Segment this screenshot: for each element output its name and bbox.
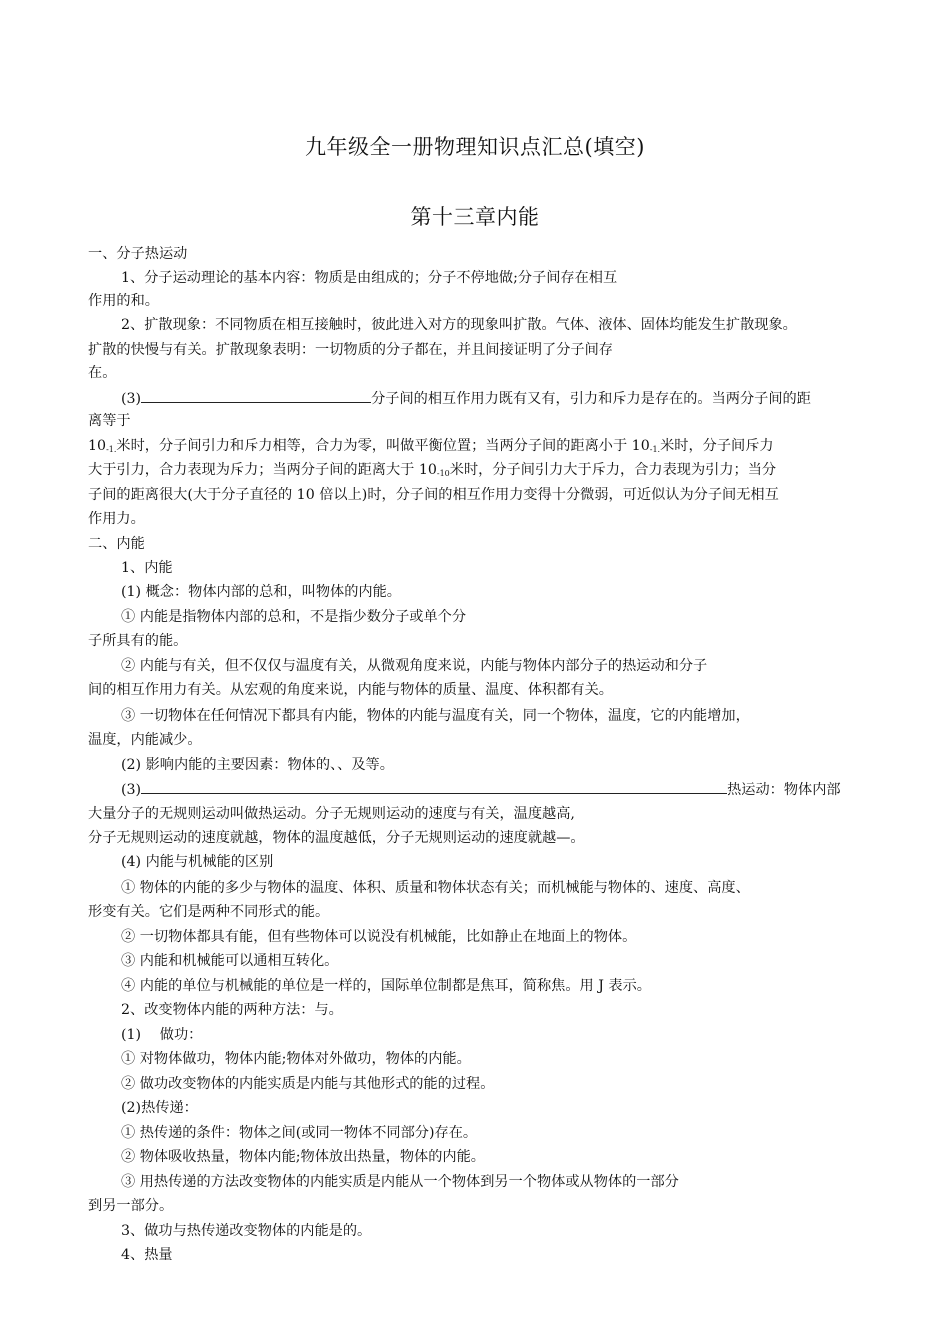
paragraph-line: ② 做功改变物体的内能实质是内能与其他形式的能的过程。	[121, 1076, 495, 1092]
paragraph-line: ① 物体的内能的多少与物体的温度、体积、质量和物体状态有关；而机械能与物体的、速度、高度、	[121, 880, 750, 896]
line-text: 米时，分子间斥力	[660, 438, 774, 454]
exponent: -1.	[649, 445, 661, 454]
paragraph-line: 离等于	[88, 413, 131, 429]
subsection-heading: 3、做功与热传递改变物体的内能是的。	[121, 1223, 372, 1239]
paragraph-line: ② 物体吸收热量，物体内能;物体放出热量，物体的内能。	[121, 1149, 485, 1165]
paragraph-line: ② 内能与有关，但不仅仅与温度有关，从微观角度来说，内能与物体内部分子的热运动和分子	[121, 658, 708, 674]
paragraph-line: (1) 概念：物体内部的总和，叫物体的内能。	[121, 584, 401, 600]
line-text: 10	[88, 438, 107, 454]
paragraph-line: 子间的距离很大(大于分子直径的 10 倍以上)时，分子间的相互作用力变得十分微弱，可近似认为分子间无相互	[88, 487, 779, 503]
section-heading: 二、内能	[88, 536, 145, 552]
paragraph-line: 形变有关。它们是两种不同形式的能。	[88, 904, 330, 920]
line-text: 分子间的相互作用力既有又有，引力和斥力是存在的。当两分子间的距	[371, 391, 811, 407]
paragraph-line: 子所具有的能。	[88, 633, 188, 649]
paragraph-line: 大量分子的无规则运动叫做热运动。分子无规则运动的速度与有关，温度越高,	[88, 806, 575, 822]
paragraph-line: 在。	[88, 365, 117, 381]
paragraph-line	[88, 460, 776, 484]
line-text: 热运动：物体内部	[727, 782, 841, 798]
item-number: (3)	[121, 782, 142, 798]
paragraph-line: 扩散的快慢与有关。扩散现象表明：一切物质的分子都在，并且间接证明了分子间存	[88, 342, 613, 358]
paragraph-line: 1、分子运动理论的基本内容：物质是由组成的；分子不停地做;分子间存在相互	[121, 270, 618, 286]
fill-in-blank[interactable]	[141, 388, 371, 403]
line-text: 米时，分子间引力大于斥力，合力表现为引力；当分	[449, 462, 777, 478]
item-number: (3)	[121, 391, 142, 407]
subsection-heading: 1、内能	[121, 560, 173, 576]
paragraph-line: (2)热传递：	[121, 1100, 198, 1116]
paragraph-line: 作用力。	[88, 511, 145, 527]
paragraph-line: (2) 影响内能的主要因素：物体的、、及等。	[121, 757, 394, 773]
exponent: -1.	[106, 445, 117, 454]
paragraph-line: (1) 做功：	[121, 1027, 203, 1043]
chapter-title: 第十三章内能	[410, 205, 540, 229]
line-text: 米时，分子间引力和斥力相等，合力为零，叫做平衡位置；当两分子间的距离小于 10	[116, 438, 650, 454]
exponent: -10	[436, 469, 450, 478]
paragraph-line	[88, 436, 774, 460]
line-text: 大于引力，合力表现为斥力；当两分子间的距离大于 10	[88, 462, 437, 478]
fill-in-blank[interactable]	[141, 779, 727, 794]
paragraph-line: ① 对物体做功，物体内能;物体对外做功，物体的内能。	[121, 1051, 471, 1067]
paragraph-line: 间的相互作用力有关。从宏观的角度来说，内能与物体的质量、温度、体积都有关。	[88, 682, 613, 698]
paragraph-line: ① 热传递的条件：物体之间(或同一物体不同部分)存在。	[121, 1125, 478, 1141]
paragraph-line: ③ 内能和机械能可以通相互转化。	[121, 953, 339, 969]
paragraph-line: ① 内能是指物体内部的总和，不是指少数分子或单个分	[121, 609, 467, 625]
paragraph-line	[121, 779, 841, 800]
subsection-heading: 4、热量	[121, 1247, 173, 1263]
paragraph-line: ③ 用热传递的方法改变物体的内能实质是内能从一个物体到另一个物体或从物体的一部分	[121, 1174, 679, 1190]
paragraph-line: 作用的和。	[88, 293, 159, 309]
paragraph-line: ② 一切物体都具有能，但有些物体可以说没有机械能，比如静止在地面上的物体。	[121, 929, 637, 945]
paragraph-line: 温度，内能减少。	[88, 732, 202, 748]
document-title: 九年级全一册物理知识点汇总(填空)	[305, 135, 645, 159]
paragraph-line: 分子无规则运动的速度就越，物体的温度越低，分子无规则运动的速度就越—。	[88, 830, 585, 846]
paragraph-line	[121, 388, 811, 409]
paragraph-line: ③ 一切物体在任何情况下都具有内能，物体的内能与温度有关，同一个物体，温度，它的内能增加，	[121, 708, 750, 724]
paragraph-line: ④ 内能的单位与机械能的单位是一样的，国际单位制都是焦耳，简称焦。用 J 表示。	[121, 978, 651, 994]
paragraph-line: (4) 内能与机械能的区别	[121, 854, 274, 870]
paragraph-line: 到另一部分。	[88, 1198, 174, 1214]
subsection-heading: 2、改变物体内能的两种方法：与。	[121, 1002, 343, 1018]
section-heading: 一、分子热运动	[88, 246, 188, 262]
paragraph-line: 2、扩散现象：不同物质在相互接触时，彼此进入对方的现象叫扩散。气体、液体、固体均能发生扩散现象。	[121, 317, 797, 333]
